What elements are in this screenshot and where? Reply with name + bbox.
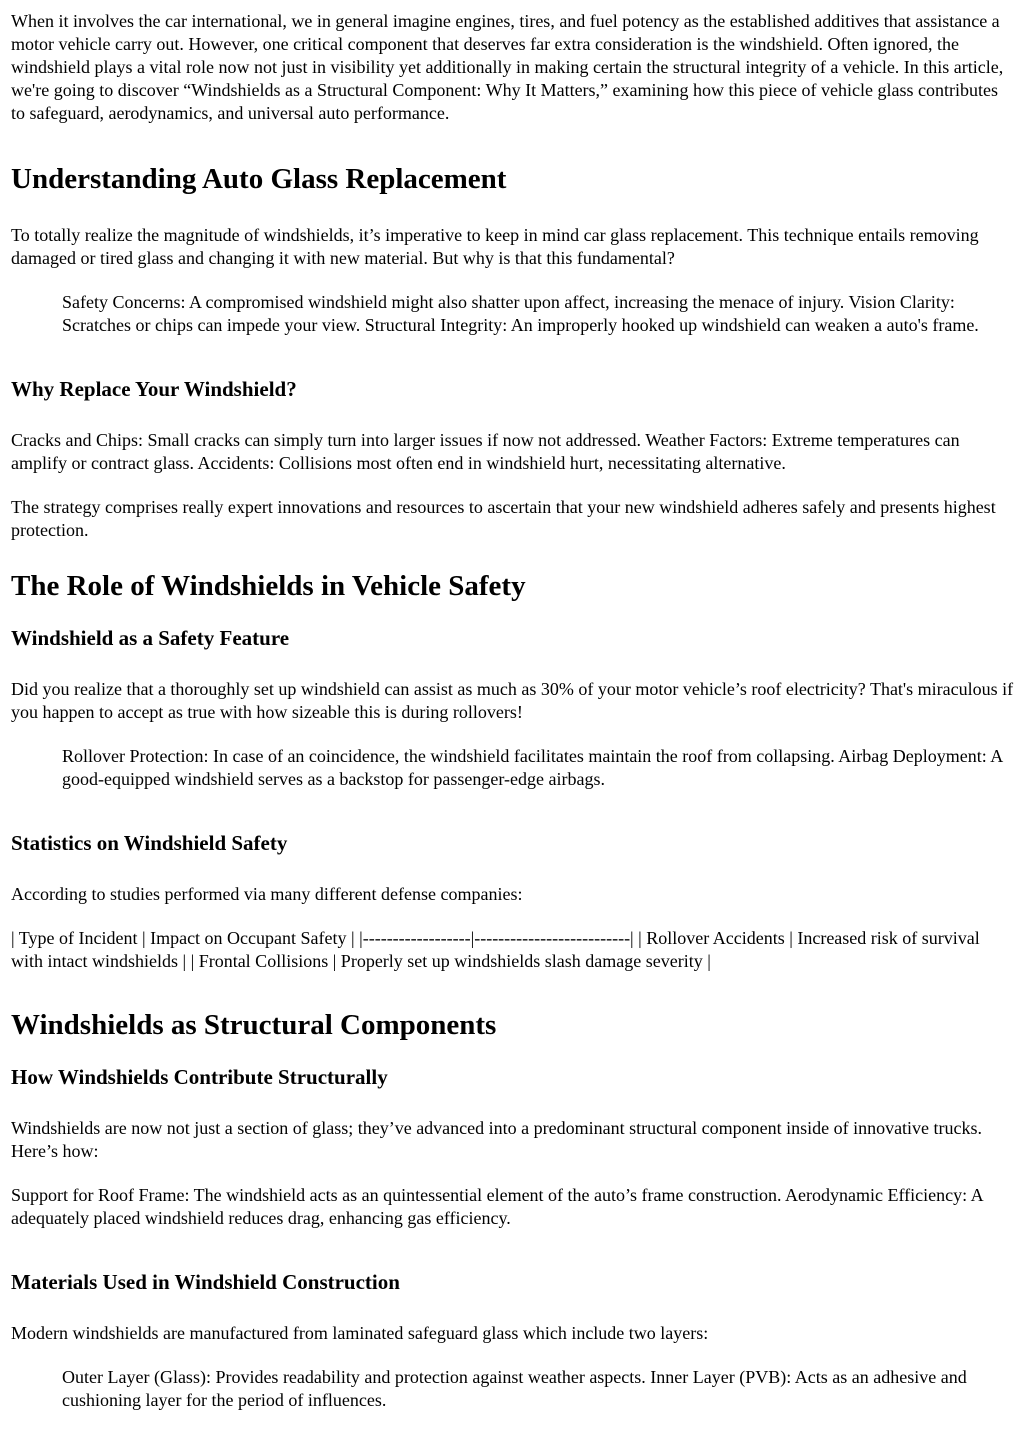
- heading-understanding-auto-glass: Understanding Auto Glass Replacement: [11, 163, 507, 195]
- paragraph-incident-table: | Type of Incident | Impact on Occupant Safety | |------------------|--------------------------| | Rollover Accidents | Increased risk of survival with intact windshields | | Frontal Collisions | Properly set up windshields slash damage severity |: [11, 928, 980, 971]
- heading-structural-components: Windshields as Structural Components: [11, 1009, 497, 1041]
- paragraph-predominant-component: Windshields are now not just a section of glass; they’ve advanced into a predominant structural component inside of innovative trucks. Here’s how:: [11, 1118, 983, 1161]
- blockquote-layers: Outer Layer (Glass): Provides readability and protection against weather aspects. Inner Layer (PVB): Acts as an adhesive and cushioning layer for the period of influences.: [62, 1367, 967, 1410]
- paragraph-strategy: The strategy comprises really expert innovations and resources to ascertain that your new windshield adheres safely and presents highest protection.: [11, 497, 996, 540]
- blockquote-safety-concerns: Safety Concerns: A compromised windshield might also shatter upon affect, increasing the menace of injury. Vision Clarity: Scratches or chips can impede your view. Structural Integrity: An improperly hooked up windshield can weaken a auto's frame.: [62, 292, 979, 335]
- paragraph-laminated-glass: Modern windshields are manufactured from laminated safeguard glass which include two layers:: [11, 1323, 709, 1343]
- blockquote-rollover-protection: Rollover Protection: In case of an coincidence, the windshield facilitates maintain the roof from collapsing. Airbag Deployment: A good-equipped windshield serves as a backstop for passenger-edge airbags.: [62, 746, 1003, 789]
- heading-role-of-windshields: The Role of Windshields in Vehicle Safety: [11, 570, 526, 602]
- heading-safety-feature: Windshield as a Safety Feature: [11, 626, 290, 650]
- heading-why-replace: Why Replace Your Windshield?: [11, 377, 297, 401]
- paragraph-roof-frame-support: Support for Roof Frame: The windshield acts as an quintessential element of the auto’s frame construction. Aerodynamic Efficiency: A adequately placed windshield reduces drag, enhancing gas efficiency.: [11, 1185, 983, 1228]
- paragraph-glass-replacement: To totally realize the magnitude of windshields, it’s imperative to keep in mind car glass replacement. This technique entails removing damaged or tired glass and changing it with new material. But why is that this fundamental?: [11, 225, 979, 268]
- paragraph-studies: According to studies performed via many different defense companies:: [11, 884, 523, 904]
- heading-materials: Materials Used in Windshield Construction: [11, 1270, 400, 1294]
- intro-paragraph: When it involves the car international, we in general imagine engines, tires, and fuel potency as the established additives that assistance a motor vehicle carry out. However, one critical component that deserves far extra consideration is the windshield. Often ignored, the windshield plays a vital role now not just in visibility yet additionally in making certain the structural integrity of a vehicle. In this article, we're going to discover “Windshields as a Structural Component: Why It Matters,” examining how this piece of vehicle glass contributes to safeguard, aerodynamics, and universal auto performance.: [11, 11, 1004, 123]
- heading-contribute-structurally: How Windshields Contribute Structurally: [11, 1065, 388, 1089]
- heading-statistics: Statistics on Windshield Safety: [11, 831, 288, 855]
- paragraph-cracks-chips: Cracks and Chips: Small cracks can simply turn into larger issues if now not addressed. Weather Factors: Extreme temperatures can amplify or contract glass. Accidents: Collisions most often end in windshield hurt, necessitating alternative.: [11, 430, 960, 473]
- paragraph-roof-strength: Did you realize that a thoroughly set up windshield can assist as much as 30% of your motor vehicle’s roof electricity? That's miraculous if you happen to accept as true with how sizeable this is during rollovers!: [11, 679, 1014, 722]
